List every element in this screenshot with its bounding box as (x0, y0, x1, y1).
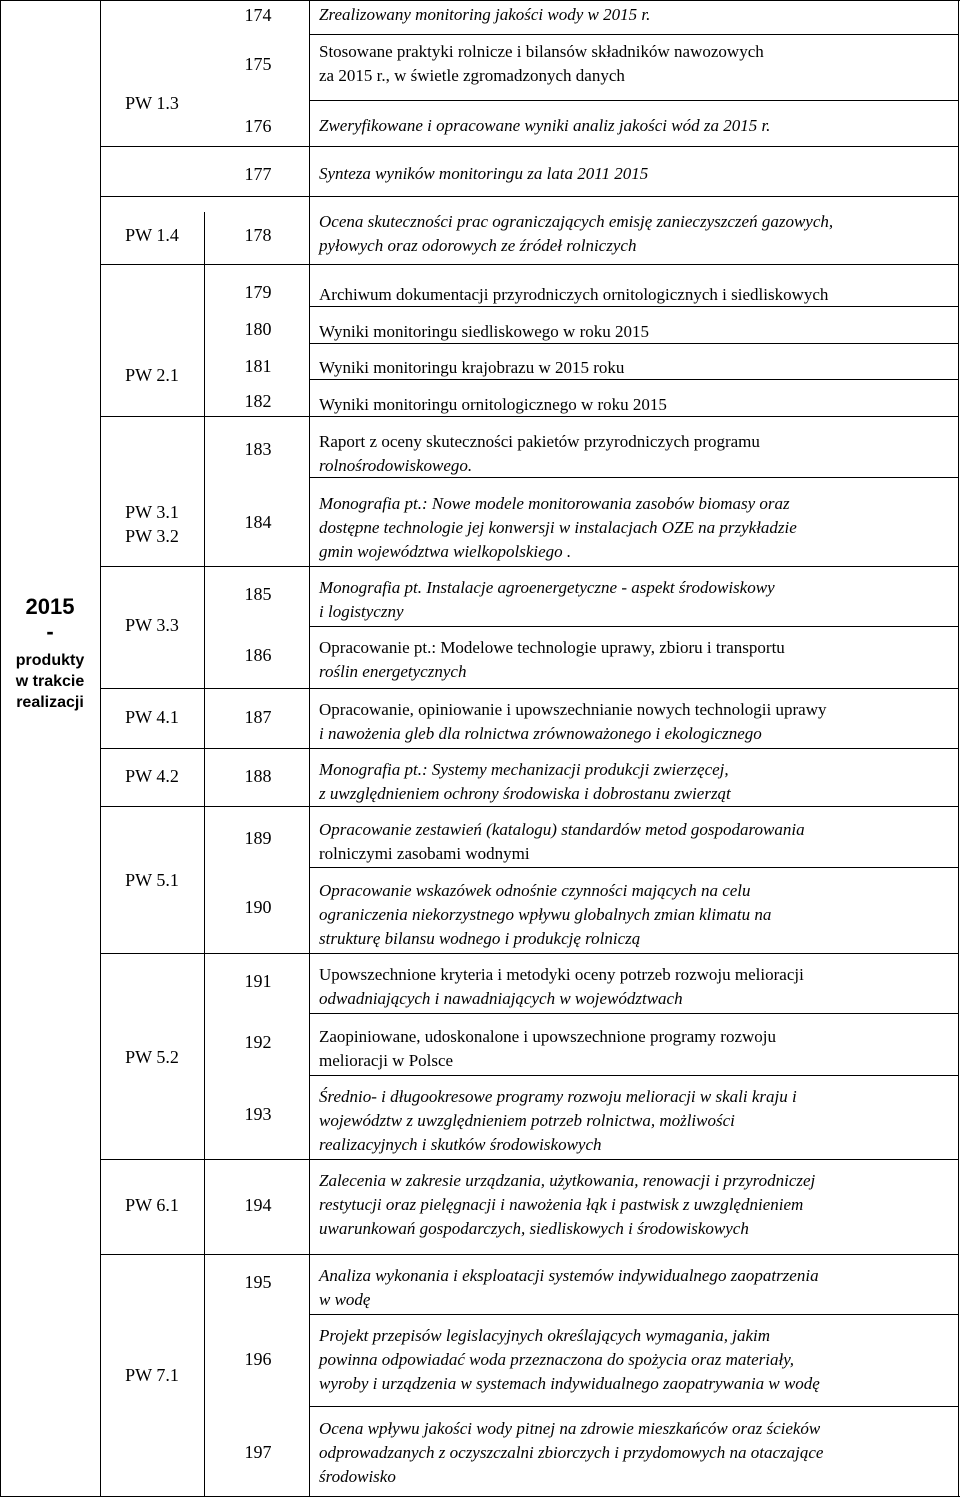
row-text: powinna odpowiadać woda przeznaczona do spożycia oraz materiały, (319, 1350, 795, 1369)
row-divider (309, 379, 959, 380)
pw-code: PW 1.3 (125, 93, 179, 113)
row-number: 186 (244, 645, 272, 665)
pw-code: PW 4.1 (125, 707, 179, 727)
row-text: Monografia pt. Instalacje agroenergetyczne - aspekt środowiskowy (319, 578, 775, 597)
row-text: Monografia pt.: Nowe modele monitorowania zasobów biomasy oraz (319, 494, 790, 513)
row-divider (100, 264, 959, 265)
row-divider (309, 1314, 959, 1315)
row-divider (100, 748, 959, 749)
section-year: 2015 (25, 594, 75, 619)
row-number: 184 (244, 512, 272, 532)
row-divider (309, 34, 959, 35)
row-number: 182 (244, 391, 272, 411)
row-divider (309, 100, 959, 101)
row-text: Ocena wpływu jakości wody pitnej na zdrowie mieszkańców oraz ścieków (319, 1419, 821, 1438)
row-text: Upowszechnione kryteria i metodyki oceny potrzeb rozwoju melioracji (319, 965, 804, 984)
row-number: 177 (244, 164, 272, 184)
row-text: melioracji w Polsce (319, 1051, 454, 1070)
row-text: uwarunkowań gospodarczych, siedliskowych i środowiskowych (319, 1219, 749, 1238)
row-number: 190 (244, 897, 272, 917)
row-text: roślin energetycznych (319, 662, 467, 681)
pw-code: PW 2.1 (125, 365, 179, 385)
section-label-line1: produkty (15, 652, 85, 669)
row-text: Zalecenia w zakresie urządzania, użytkowania, renowacji i przyrodniczej (319, 1171, 816, 1190)
row-text: Wyniki monitoringu ornitologicznego w roku 2015 (319, 395, 667, 414)
row-divider (309, 867, 959, 868)
pw-code: PW 3.1 (125, 502, 179, 522)
row-text: województw z uwzględnieniem potrzeb rolnictwa, możliwości (319, 1111, 735, 1130)
row-text: Projekt przepisów legislacyjnych określających wymagania, jakim (319, 1326, 771, 1345)
pw-code: PW 3.2 (125, 526, 179, 546)
table-border-top (0, 0, 960, 1)
row-number: 192 (244, 1032, 272, 1052)
row-divider (100, 806, 959, 807)
row-divider (100, 1159, 959, 1160)
pw-code: PW 5.1 (125, 870, 179, 890)
row-text: restytucji oraz pielęgnacji i nawożenia łąk i pastwisk z uwzględnieniem (319, 1195, 804, 1214)
row-text: Wyniki monitoringu siedliskowego w roku 2015 (319, 322, 649, 341)
row-number: 187 (244, 707, 272, 727)
row-number: 174 (244, 5, 272, 25)
row-text: i nawożenia gleb dla rolnictwa zrównoważonego i ekologicznego (319, 724, 762, 743)
row-number: 193 (244, 1104, 272, 1124)
row-text: i logistyczny (319, 602, 404, 621)
row-text: dostępne technologie jej konwersji w instalacjach OZE na przykładzie (319, 518, 797, 537)
row-text: Opracowanie wskazówek odnośnie czynności mających na celu (319, 881, 751, 900)
row-number: 194 (244, 1195, 272, 1215)
row-number: 191 (244, 971, 272, 991)
section-label-line2: w trakcie (15, 673, 85, 690)
pw-code: PW 4.2 (125, 766, 179, 786)
pw-code: PW 3.3 (125, 615, 179, 635)
row-divider (309, 1013, 959, 1014)
row-number: 189 (244, 828, 272, 848)
pw-code: PW 7.1 (125, 1365, 179, 1385)
row-text: Monografia pt.: Systemy mechanizacji produkcji zwierzęcej, (319, 760, 729, 779)
table-border-bottom (0, 1496, 960, 1497)
row-text: środowisko (319, 1467, 396, 1486)
row-divider (309, 626, 959, 627)
row-text: Ocena skuteczności prac ograniczających emisję zanieczyszczeń gazowych, (319, 212, 834, 231)
section-label-line3: realizacji (16, 694, 84, 711)
row-text: odprowadzanych z oczyszczalni zbiorczych i przydomowych na otaczające (319, 1443, 824, 1462)
row-divider (100, 1254, 959, 1255)
row-divider (100, 146, 959, 147)
row-text: Zrealizowany monitoring jakości wody w 2015 r. (319, 5, 651, 24)
row-number: 179 (244, 282, 272, 302)
row-divider (100, 416, 959, 417)
row-text: strukturę bilansu wodnego i produkcję rolniczą (319, 929, 641, 948)
row-text: Opracowanie pt.: Modelowe technologie uprawy, zbioru i transportu (319, 638, 785, 657)
pw-code: PW 6.1 (125, 1195, 179, 1215)
row-divider (100, 196, 959, 197)
row-divider (100, 953, 959, 954)
row-divider (309, 1075, 959, 1076)
row-number: 176 (244, 116, 272, 136)
row-text: z uwzględnieniem ochrony środowiska i dobrostanu zwierząt (319, 784, 731, 803)
row-text: Zaopiniowane, udoskonalone i upowszechnione programy rozwoju (319, 1027, 776, 1046)
row-number: 188 (244, 766, 272, 786)
row-divider (309, 343, 959, 344)
row-text: Opracowanie, opiniowanie i upowszechnianie nowych technologii uprawy (319, 700, 827, 719)
row-text: wyroby i urządzenia w systemach indywidualnego zaopatrywania w wodę (319, 1374, 820, 1393)
row-divider (309, 1406, 959, 1407)
row-text: gmin województwa wielkopolskiego . (319, 542, 572, 561)
row-text: odwadniających i nawadniających w województwach (319, 989, 683, 1008)
row-divider (100, 566, 959, 567)
column-divider-pw (204, 212, 205, 1497)
row-divider (100, 688, 959, 689)
row-number: 180 (244, 319, 272, 339)
row-number: 197 (244, 1442, 272, 1462)
row-number: 185 (244, 584, 272, 604)
row-text: rolniczymi zasobami wodnymi (319, 844, 530, 863)
row-number: 175 (244, 54, 272, 74)
row-number: 196 (244, 1349, 272, 1369)
row-divider (309, 477, 959, 478)
row-number: 181 (244, 356, 272, 376)
section-dash: - (46, 619, 54, 644)
row-text: Archiwum dokumentacji przyrodniczych ornitologicznych i siedliskowych (319, 285, 829, 304)
row-text: w wodę (319, 1290, 371, 1309)
row-text: Średnio- i długookresowe programy rozwoju melioracji w skali kraju i (319, 1087, 797, 1106)
table-border-left (0, 0, 1, 1497)
row-number: 178 (244, 225, 272, 245)
row-text: ograniczenia niekorzystnego wpływu globalnych zmian klimatu na (319, 905, 772, 924)
row-text: Raport z oceny skuteczności pakietów przyrodniczych programu (319, 432, 760, 451)
row-number: 195 (244, 1272, 272, 1292)
row-text: pyłowych oraz odorowych ze źródeł rolniczych (319, 236, 637, 255)
row-text: Opracowanie zestawień (katalogu) standardów metod gospodarowania (319, 820, 805, 839)
pw-code: PW 5.2 (125, 1047, 179, 1067)
row-text: rolnośrodowiskowego. (319, 456, 473, 475)
row-divider (309, 306, 959, 307)
row-text: Zweryfikowane i opracowane wyniki analiz jakości wód za 2015 r. (319, 116, 771, 135)
row-text: Wyniki monitoringu krajobrazu w 2015 roku (319, 358, 625, 377)
row-text: Analiza wykonania i eksploatacji systemów indywidualnego zaopatrzenia (319, 1266, 819, 1285)
row-text: realizacyjnych i skutków środowiskowych (319, 1135, 602, 1154)
pw-code: PW 1.4 (125, 225, 179, 245)
row-text: Synteza wyników monitoringu za lata 2011 2015 (319, 164, 649, 183)
row-text: Stosowane praktyki rolnicze i bilansów składników nawozowych (319, 42, 764, 61)
row-number: 183 (244, 439, 272, 459)
row-text: za 2015 r., w świetle zgromadzonych danych (319, 66, 625, 85)
